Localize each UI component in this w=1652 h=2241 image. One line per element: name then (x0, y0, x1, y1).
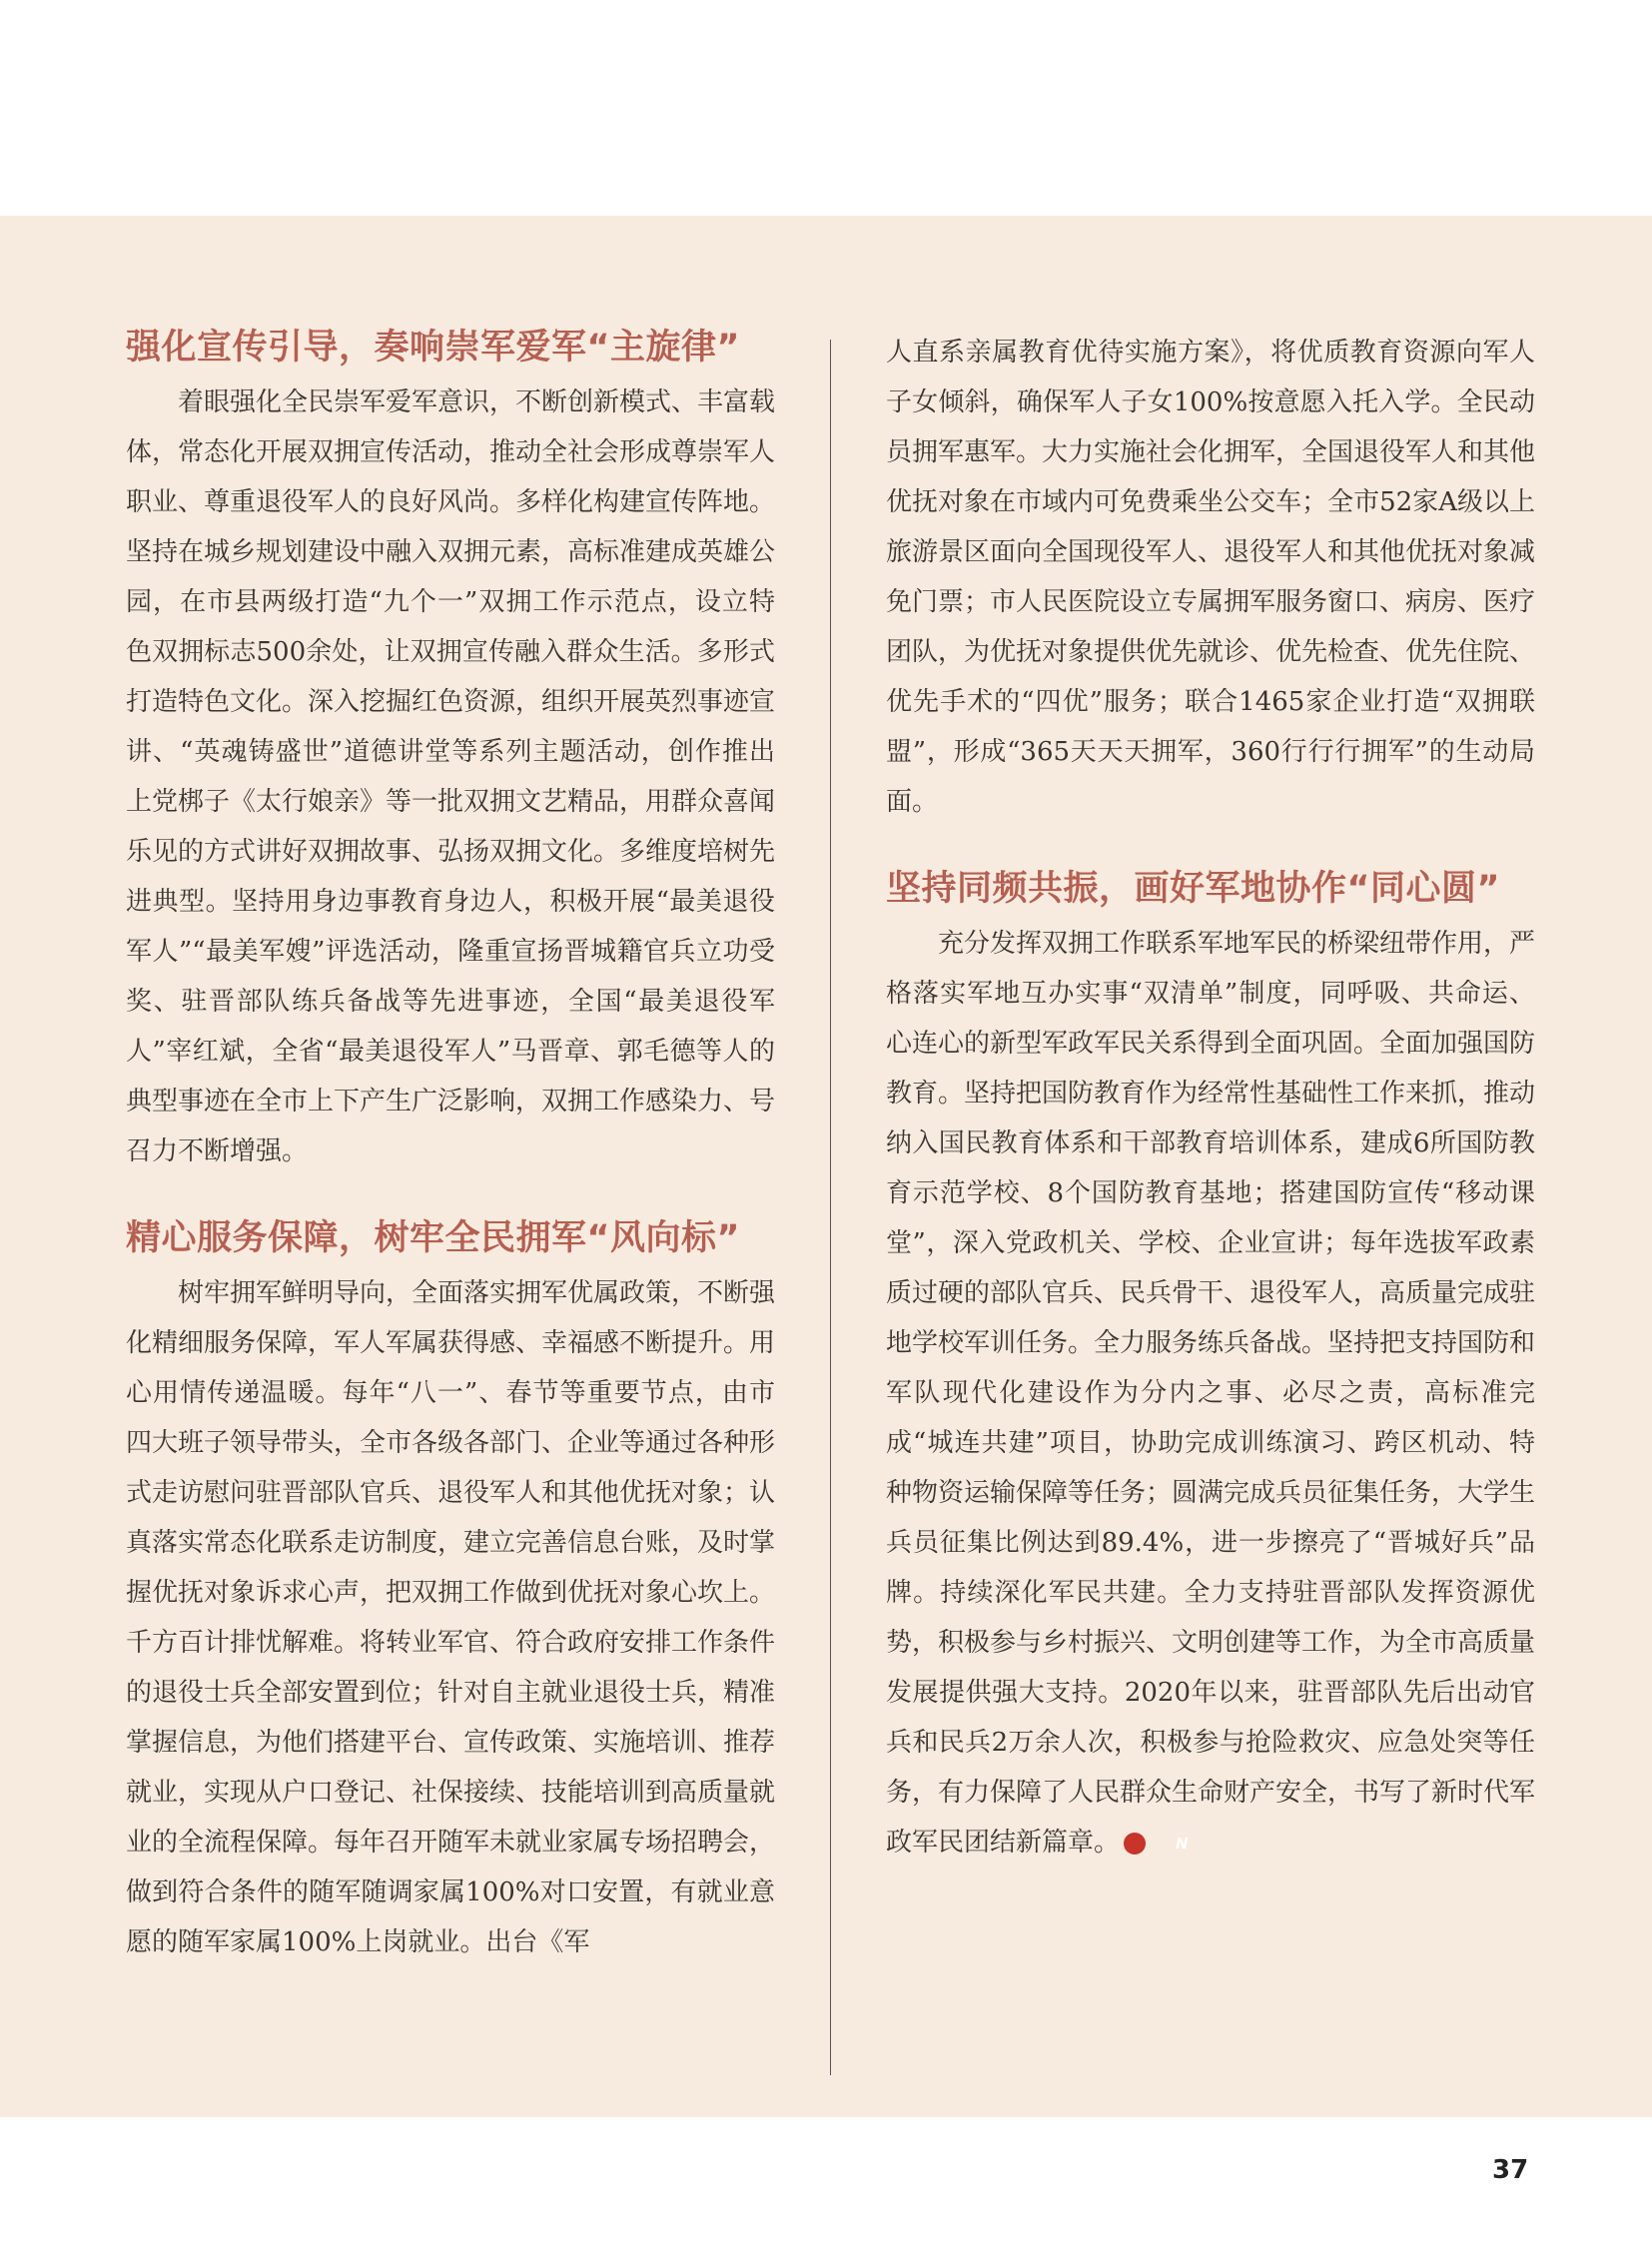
section-body-service-continued: 人直系亲属教育优待实施方案》，将优质教育资源向军人子女倾斜，确保军人子女100%按意愿入托入学。全民动员拥军惠军。大力实施社会化拥军，全国退役军人和其他优抚对象在市域内可免费乘坐公交车；全市52家A级以上旅游景区面向全国现役军人、退役军人和其他优抚对象减免门票；市人民医院设立专属拥军服务窗口、病房、医疗团队，为优抚对象提供优先就诊、优先检查、优先住院、优先手术的“四优”服务；联合1465家企业打造“双拥联盟”，形成“365天天天拥军，360行行行拥军”的生动局面。 (886, 338, 1536, 817)
section-body-cooperation-text: 充分发挥双拥工作联系军地军民的桥梁纽带作用，严格落实军地互办实事“双清单”制度，同呼吸、共命运、心连心的新型军政军民关系得到全面巩固。全面加强国防教育。坚持把国防教育作为经常性基础性工作来抓，推动纳入国民教育体系和干部教育培训体系，建成6所国防教育示范学校、8个国防教育基地；搭建国防宣传“移动课堂”，深入党政机关、学校、企业宣讲；每年选拔军政素质过硬的部队官兵、民兵骨干、退役军人，高质量完成驻地学校军训任务。全力服务练兵备战。坚持把支持国防和军队现代化建设作为分内之事、必尽之责，高标准完成“城连共建”项目，协助完成训练演习、跨区机动、特种物资运输保障等任务；圆满完成兵员征集任务，大学生兵员征集比例达到89.4%，进一步擦亮了“晋城好兵”品牌。持续深化军民共建。全力支持驻晋部队发挥资源优势，积极参与乡村振兴、文明创建等工作，为全市高质量发展提供强大支持。2020年以来，驻晋部队先后出动官兵和民兵2万余人次，积极参与抢险救灾、应急处突等任务，有力保障了人民群众生命财产安全，书写了新时代军政军民团结新篇章。 (886, 929, 1536, 1858)
section-body-publicity: 着眼强化全民崇军爱军意识，不断创新模式、丰富载体，常态化开展双拥宣传活动，推动全社会形成尊崇军人职业、尊重退役军人的良好风尚。多样化构建宣传阵地。坚持在城乡规划建设中融入双拥元素，高标准建成英雄公园，在市县两级打造“九个一”双拥工作示范点，设立特色双拥标志500余处，让双拥宣传融入群众生活。多形式打造特色文化。深入挖掘红色资源，组织开展英烈事迹宣讲、“英魂铸盛世”道德讲堂等系列主题活动，创作推出上党梆子《太行娘亲》等一批双拥文艺精品，用群众喜闻乐见的方式讲好双拥故事、弘扬双拥文化。多维度培树先进典型。坚持用身边事教育身边人，积极开展“最美退役军人”“最美军嫂”评选活动，隆重宣扬晋城籍官兵立功受奖、驻晋部队练兵备战等先进事迹，全国“最美退役军人”宰红斌，全省“最美退役军人”马晋章、郭毛德等人的典型事迹在全市上下产生广泛影响，双拥工作感染力、号召力不断增强。 (126, 387, 776, 1166)
right-column (886, 328, 1535, 1868)
column-divider (830, 340, 831, 2075)
section-body-service: 树牢拥军鲜明导向，全面落实拥军优属政策，不断强化精细服务保障，军人军属获得感、幸福感不断提升。用心用情传递温暖。每年“八一”、春节等重要节点，由市四大班子领导带头，全市各级各部门、企业等通过各种形式走访慰问驻晋部队官兵、退役军人和其他优抚对象；认真落实常态化联系走访制度，建立完善信息台账，及时掌握优抚对象诉求心声，把双拥工作做到优抚对象心坎上。千方百计排忧解难。将转业军官、符合政府安排工作条件的退役士兵全部安置到位；针对自主就业退役士兵，精准掌握信息，为他们搭建平台、宣传政策、实施培训、推荐就业，实现从户口登记、社保接续、技能培训到高质量就业的全流程保障。每年召开随军未就业家属专场招聘会，做到符合条件的随军随调家属100%对口安置，有就业意愿的随军家属100%上岗就业。出台《军 (126, 1278, 776, 1957)
section-body-cooperation (886, 919, 1535, 1868)
section-heading-service: 精心服务保障，树牢全民拥军“风向标” (126, 1218, 741, 1258)
page-number: 37 (1492, 2155, 1529, 2185)
section-heading-publicity: 强化宣传引导，奏响崇军爱军“主旋律” (126, 328, 741, 368)
article-end-icon: N (1124, 1833, 1146, 1855)
left-column (126, 318, 775, 1967)
section-heading-cooperation: 坚持同频共振，画好军地协作“同心圆” (886, 869, 1501, 909)
